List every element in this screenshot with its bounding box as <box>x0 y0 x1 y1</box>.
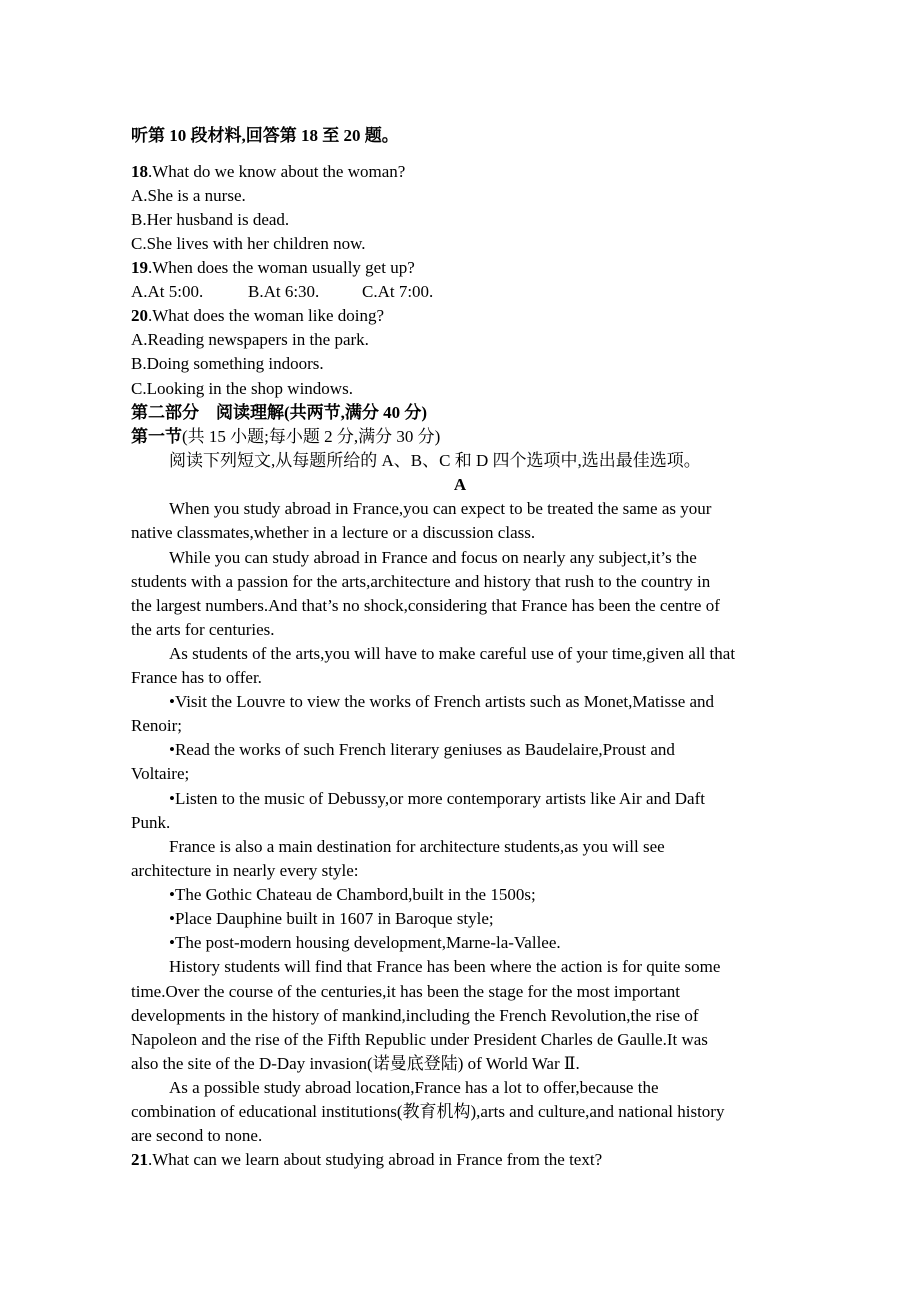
passage-line: students with a passion for the arts,architecture and history that rush to the country in <box>131 572 711 591</box>
passage-line: combination of educational institutions(教育机构),arts and culture,and national history <box>131 1102 725 1121</box>
passage-line: •The post-modern housing development,Marne-la-Vallee. <box>169 933 561 952</box>
passage-line: •Read the works of such French literary geniuses as Baudelaire,Proust and <box>169 740 675 759</box>
passage-line: While you can study abroad in France and focus on nearly any subject,it’s the <box>169 548 697 567</box>
passage-line: Voltaire; <box>131 764 190 783</box>
listening-section-header: 听第 10 段材料,回答第 18 至 20 题。 <box>131 126 399 145</box>
passage-line: France has to offer. <box>131 668 262 687</box>
option-20b: B.Doing something indoors. <box>131 354 324 373</box>
passage-line: France is also a main destination for architecture students,as you will see <box>169 837 665 856</box>
reading-instruction: 阅读下列短文,从每题所给的 A、B、C 和 D 四个选项中,选出最佳选项。 <box>169 451 701 470</box>
passage-line: As students of the arts,you will have to make careful use of your time,given all that <box>169 644 736 663</box>
passage-line: Renoir; <box>131 716 182 735</box>
passage-line: As a possible study abroad location,France has a lot to offer,because the <box>169 1078 659 1097</box>
option-20c: C.Looking in the shop windows. <box>131 379 353 398</box>
passage-line: •The Gothic Chateau de Chambord,built in the 1500s; <box>169 885 536 904</box>
question-number: 19 <box>131 258 148 277</box>
question-stem: .What do we know about the woman? <box>148 162 406 181</box>
passage-line: the arts for centuries. <box>131 620 275 639</box>
question-number: 20 <box>131 306 148 325</box>
question-stem: .What does the woman like doing? <box>148 306 385 325</box>
passage-line: Napoleon and the rise of the Fifth Republic under President Charles de Gaulle.It was <box>131 1030 708 1049</box>
passage-line: •Place Dauphine built in 1607 in Baroque style; <box>169 909 494 928</box>
option-19c: C.At 7:00. <box>362 282 434 301</box>
option-18c: C.She lives with her children now. <box>131 234 366 253</box>
passage-line: the largest numbers.And that’s no shock,considering that France has been the centre of <box>131 596 720 615</box>
option-18b: B.Her husband is dead. <box>131 210 290 229</box>
passage-line: When you study abroad in France,you can expect to be treated the same as your <box>169 499 712 518</box>
question-19 <box>131 256 415 280</box>
passage-line: developments in the history of mankind,including the French Revolution,the rise of <box>131 1006 699 1025</box>
passage-line: time.Over the course of the centuries,it has been the stage for the most important <box>131 982 681 1001</box>
passage-label: A <box>453 475 467 494</box>
question-21 <box>131 1148 602 1172</box>
passage-line: Punk. <box>131 813 171 832</box>
passage-line: architecture in nearly every style: <box>131 861 359 880</box>
question-stem: .What can we learn about studying abroad in France from the text? <box>148 1150 603 1169</box>
question-stem: .When does the woman usually get up? <box>148 258 415 277</box>
passage-line: native classmates,whether in a lecture or a discussion class. <box>131 523 536 542</box>
passage-line: •Listen to the music of Debussy,or more contemporary artists like Air and Daft <box>169 789 705 808</box>
section1-note: (共 15 小题;每小题 2 分,满分 30 分) <box>182 427 441 446</box>
passage-line: •Visit the Louvre to view the works of French artists such as Monet,Matisse and <box>169 692 715 711</box>
option-18a: A.She is a nurse. <box>131 186 246 205</box>
question-18 <box>131 160 405 184</box>
passage-line: History students will find that France has been where the action is for quite some <box>169 957 721 976</box>
passage-line: are second to none. <box>131 1126 263 1145</box>
option-19b: B.At 6:30. <box>248 282 320 301</box>
section1-title: 第一节 <box>131 427 182 446</box>
section1-header <box>131 425 440 449</box>
question-number: 21 <box>131 1150 148 1169</box>
question-20 <box>131 304 384 328</box>
options-19 <box>131 280 433 304</box>
option-19a: A.At 5:00. <box>131 282 204 301</box>
passage-line: also the site of the D-Day invasion(诺曼底登陆) of World War Ⅱ. <box>131 1054 580 1073</box>
option-20a: A.Reading newspapers in the park. <box>131 330 369 349</box>
part2-title: 第二部分 阅读理解(共两节,满分 40 分) <box>131 403 428 422</box>
question-number: 18 <box>131 162 148 181</box>
